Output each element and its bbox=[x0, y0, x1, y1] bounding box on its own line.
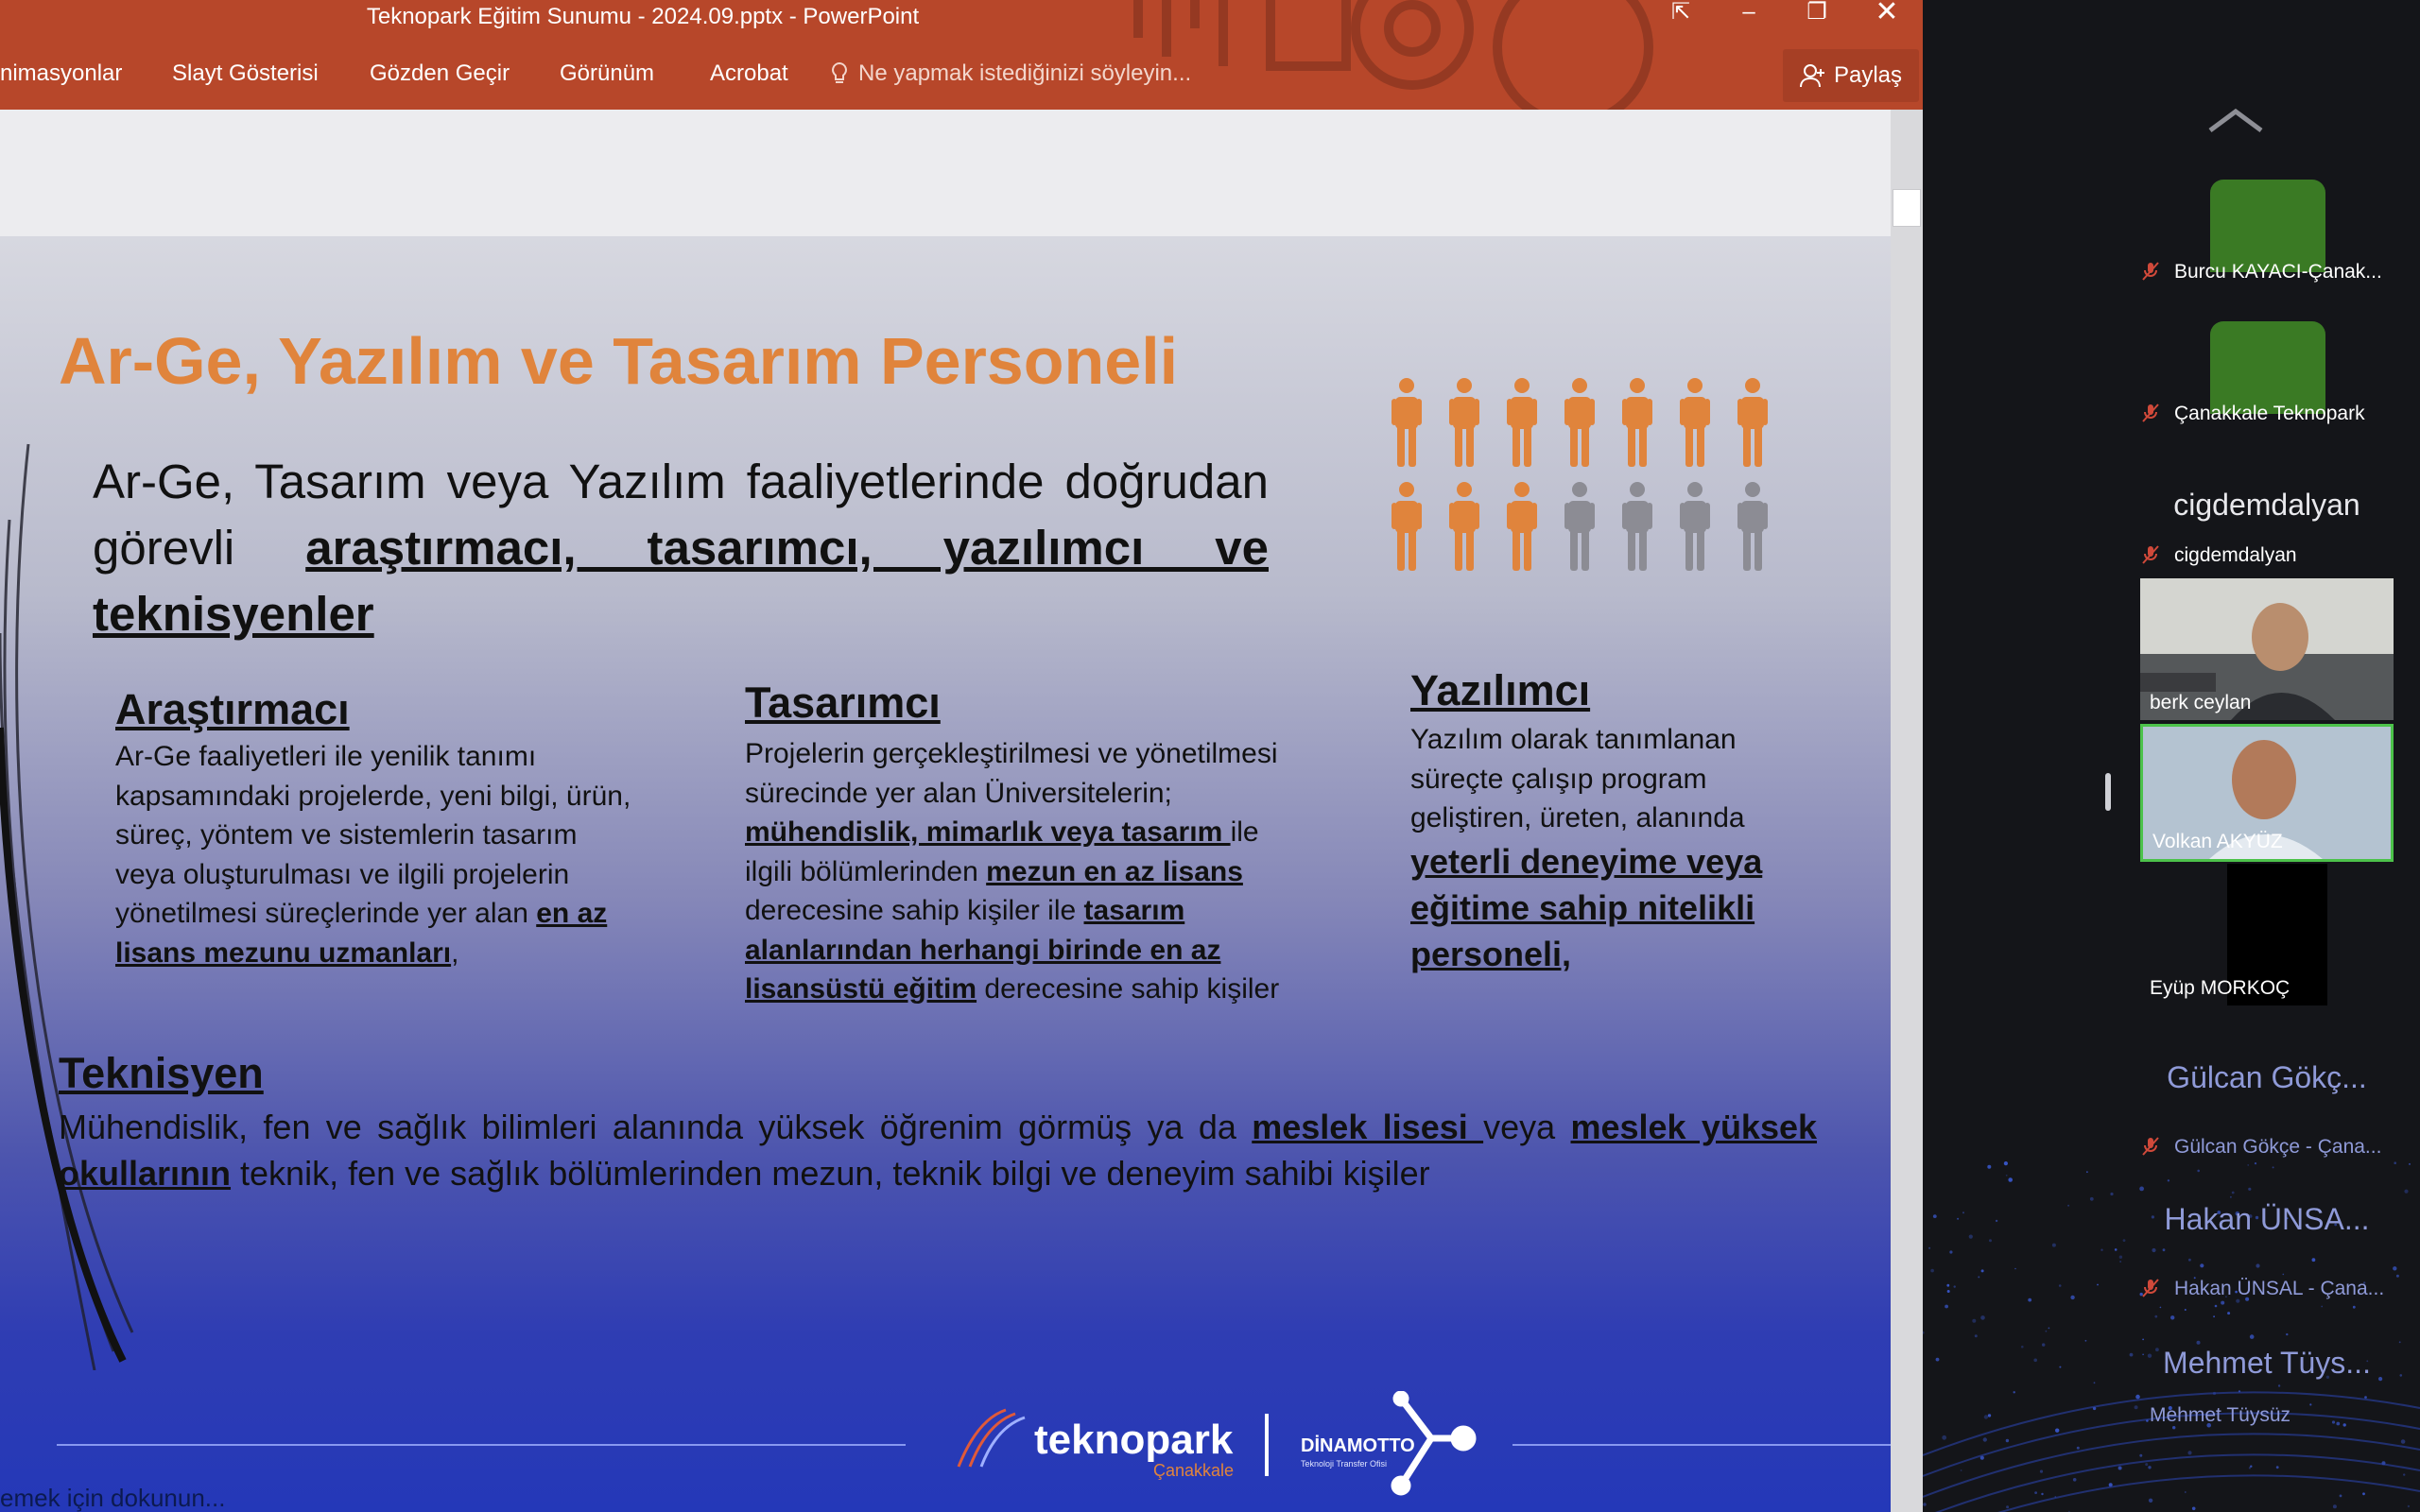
panel-resize-handle[interactable] bbox=[2105, 773, 2111, 811]
arastirmaci-tail: , bbox=[451, 936, 459, 969]
teknisyen-b1: meslek lisesi bbox=[1252, 1108, 1484, 1146]
vertical-scrollbar[interactable] bbox=[1891, 110, 1923, 1512]
participant-tile[interactable] bbox=[2140, 1168, 2394, 1308]
footer-rule-left bbox=[57, 1444, 906, 1446]
participant-display-name: cigdemdalyan bbox=[2173, 488, 2360, 522]
participant-name: Volkan AKYÜZ bbox=[2152, 831, 2283, 852]
maximize-button[interactable]: ❐ bbox=[1806, 0, 1827, 25]
tell-me-search[interactable] bbox=[830, 60, 1191, 87]
tasarimci-p3: derecesine sahip kişiler ile bbox=[745, 895, 1084, 926]
person-add-icon bbox=[1800, 63, 1826, 88]
person-icon bbox=[1564, 378, 1595, 467]
person-icon bbox=[1449, 378, 1479, 467]
slide-tap-hint[interactable]: emek için dokunun... bbox=[0, 1484, 226, 1512]
person-icon bbox=[1622, 378, 1652, 467]
slide bbox=[0, 236, 1891, 1512]
yazilimci-heading: Yazılımcı bbox=[1410, 666, 1591, 714]
teknisyen-p2: veya bbox=[1483, 1108, 1571, 1146]
participant-name: Çanakkale Teknopark bbox=[2174, 403, 2365, 424]
teknisyen-b2: meslek yüksek okullarının bbox=[59, 1108, 1818, 1193]
person-icon bbox=[1680, 378, 1710, 467]
participant-name: cigdemdalyan bbox=[2174, 544, 2297, 566]
intro-plain: Ar-Ge, Tasarım veya Yazılım faaliyetlerinde doğrudan görevli bbox=[93, 455, 1269, 575]
svg-text:Çanakkale: Çanakkale bbox=[1153, 1461, 1235, 1480]
mic-muted-icon bbox=[2140, 1136, 2161, 1157]
tasarimci-p2: ile ilgili bölümlerinden bbox=[745, 816, 1259, 887]
tab-view[interactable]: Görünüm bbox=[560, 60, 655, 86]
person-icon bbox=[1737, 378, 1768, 467]
tasarimci-p4: derecesine sahip kişiler bbox=[977, 973, 1280, 1005]
minimize-button[interactable]: – bbox=[1742, 0, 1755, 25]
participant-video-off[interactable] bbox=[2140, 864, 2394, 1005]
intro-paragraph bbox=[93, 449, 1269, 647]
participant-name: berk ceylan bbox=[2150, 692, 2252, 713]
participant-name: Hakan ÜNSAL - Çana... bbox=[2174, 1278, 2385, 1299]
teknisyen-heading: Teknisyen bbox=[59, 1049, 264, 1097]
intro-bold: araştırmacı, tasarımcı, yazılımcı ve teknisyenler bbox=[93, 521, 1269, 641]
teknisyen-body bbox=[59, 1104, 1817, 1196]
person-icon bbox=[1507, 482, 1537, 571]
participant-display-name: Hakan ÜNSA... bbox=[2164, 1202, 2370, 1236]
arastirmaci-bold: en az lisans mezunu uzmanları bbox=[115, 898, 608, 969]
tab-review[interactable]: Gözden Geçir bbox=[370, 60, 510, 86]
participant-name: Burcu KAYACI-Çanak... bbox=[2174, 261, 2382, 283]
teknisyen-p3: teknik, fen ve sağlık bölümlerinden mezun, teknik bilgi ve deneyim sahibi kişiler bbox=[231, 1154, 1430, 1193]
tab-animations[interactable]: nimasyonlar bbox=[0, 60, 123, 86]
participant-tile[interactable] bbox=[2140, 435, 2394, 575]
person-icon bbox=[1680, 482, 1710, 571]
ribbon bbox=[0, 0, 1923, 110]
tab-acrobat[interactable]: Acrobat bbox=[710, 60, 788, 86]
avatar bbox=[2210, 180, 2325, 272]
footer-rule-right bbox=[1512, 1444, 1891, 1446]
svg-text:Teknoloji Transfer Ofisi: Teknoloji Transfer Ofisi bbox=[1301, 1459, 1388, 1469]
chevron-up-icon[interactable] bbox=[2203, 106, 2269, 134]
teknisyen-p1: Mühendislik, fen ve sağlık bilimleri alanında yüksek öğrenim görmüş ya da bbox=[59, 1108, 1253, 1146]
person-icon bbox=[1564, 482, 1595, 571]
participant-display-name: Mehmet Tüys... bbox=[2163, 1346, 2371, 1380]
close-button[interactable]: ✕ bbox=[1875, 0, 1899, 27]
scrollbar-thumb[interactable] bbox=[1893, 189, 1921, 227]
mic-muted-icon bbox=[2140, 261, 2161, 282]
tasarimci-body bbox=[745, 734, 1303, 1009]
mic-muted-icon bbox=[2140, 544, 2161, 565]
person-icon bbox=[1449, 482, 1479, 571]
person-icon bbox=[1737, 482, 1768, 571]
participant-name: Eyüp MORKOÇ bbox=[2150, 977, 2290, 999]
yazilimci-text: Yazılım olarak tanımlanan süreçte çalışıp program geliştiren, üreten, alanında bbox=[1410, 724, 1745, 833]
arastirmaci-text: Ar-Ge faaliyetleri ile yenilik tanımı kapsamındaki projelerde, yeni bilgi, ürün, süreç, yöntem ve sistemlerin tasarım veya oluşturulması ve ilgili projelerin yönetilmesi süreçlerinde yer alan bbox=[115, 741, 631, 929]
avatar bbox=[2210, 321, 2325, 414]
tasarimci-b1: mühendislik, mimarlık veya tasarım bbox=[745, 816, 1231, 848]
mic-muted-icon bbox=[2140, 1278, 2161, 1298]
svg-text:teknopark: teknopark bbox=[1034, 1417, 1234, 1463]
participant-name: Gülcan Gökçe - Çana... bbox=[2174, 1136, 2382, 1158]
ribbon-display-options-icon[interactable]: ⇱ bbox=[1670, 0, 1691, 25]
participant-tile[interactable] bbox=[2140, 1026, 2394, 1166]
svg-text:DİNAMOTTO: DİNAMOTTO bbox=[1301, 1435, 1415, 1456]
tasarimci-b2: mezun en az lisans bbox=[986, 855, 1243, 887]
participant-tile[interactable] bbox=[2140, 1312, 2394, 1429]
yazilimci-body bbox=[1410, 720, 1807, 977]
teknopark-canakkale-logo bbox=[949, 1391, 1478, 1504]
person-icon bbox=[1622, 482, 1652, 571]
share-button[interactable] bbox=[1783, 49, 1919, 102]
participant-name: Mehmet Tüysüz bbox=[2150, 1404, 2290, 1426]
lightbulb-icon bbox=[830, 61, 849, 86]
tasarimci-heading: Tasarımcı bbox=[745, 679, 941, 727]
participant-video-active-speaker[interactable] bbox=[2140, 724, 2394, 862]
tasarimci-b3: tasarım alanlarından herhangi birinde en az lisansüstü eğitim bbox=[745, 895, 1221, 1005]
participant-tile[interactable] bbox=[2140, 151, 2394, 291]
arastirmaci-heading: Araştırmacı bbox=[115, 685, 350, 733]
slide-title: Ar-Ge, Yazılım ve Tasarım Personeli bbox=[59, 324, 1179, 398]
window-title: Teknopark Eğitim Sunumu - 2024.09.pptx - PowerPoint bbox=[366, 4, 920, 29]
person-icon bbox=[1507, 378, 1537, 467]
participant-display-name: Gülcan Gökç... bbox=[2167, 1060, 2367, 1094]
tab-slide-show[interactable]: Slayt Gösterisi bbox=[172, 60, 319, 86]
tasarimci-p1: Projelerin gerçekleştirilmesi ve yönetilmesi sürecinde yer alan Üniversitelerin; bbox=[745, 738, 1278, 809]
yazilimci-bold: yeterli deneyime veya eğitime sahip nitelikli personeli, bbox=[1410, 841, 1763, 973]
person-icon bbox=[1392, 482, 1422, 571]
participant-tile[interactable] bbox=[2140, 293, 2394, 433]
person-icon bbox=[1392, 378, 1422, 467]
participant-video[interactable] bbox=[2140, 578, 2394, 720]
tell-me-placeholder: Ne yapmak istediğinizi söyleyin... bbox=[858, 60, 1192, 86]
arastirmaci-body bbox=[115, 737, 645, 972]
mic-muted-icon bbox=[2140, 403, 2161, 423]
share-label: Paylaş bbox=[1833, 62, 1903, 88]
people-icons-graphic bbox=[1386, 369, 1783, 576]
